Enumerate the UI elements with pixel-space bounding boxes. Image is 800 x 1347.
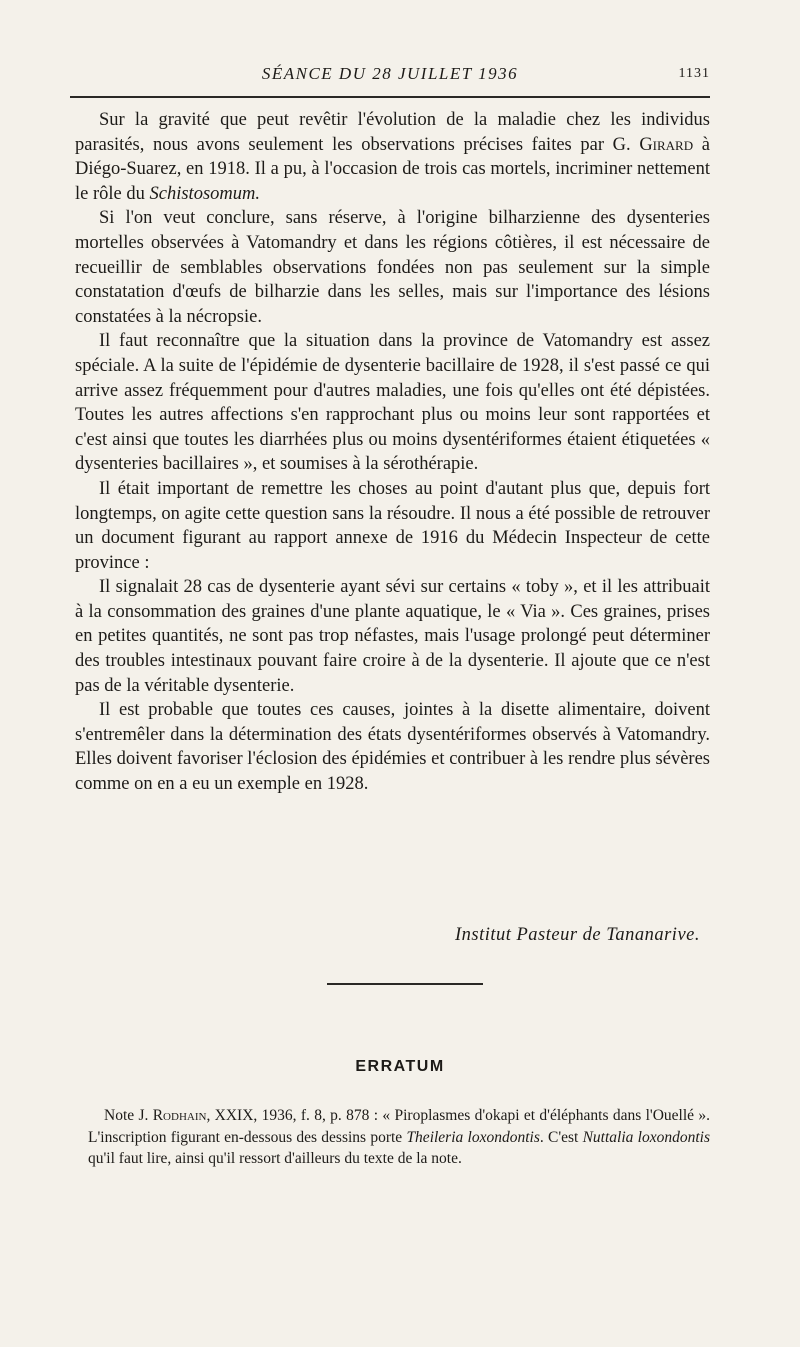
erratum-note: Note J. Rodhain, XXIX, 1936, f. 8, p. 878 : « Piroplasmes d'okapi et d'éléphants dans l'Ouellé ». L'inscription figurant en-dessous des dessins porte Theileria loxondontis. C'est Nuttalia loxondontis qu'il faut lire, ainsi qu'il ressort d'ailleurs du texte de la note. — [88, 1107, 710, 1167]
author-name-rodhain: Rodhain — [152, 1107, 207, 1124]
paragraph-5: Il signalait 28 cas de dysenterie ayant sévi sur certains « toby », et il les attribuait à la consommation des graines d'une plante aquatique, le « Via ». Ces graines, prises en petites quantités, ne sont pas trop néfastes, mais l'usage prolongé peut déterminer des troubles intestinaux pouvant faire croire à de la dysenterie. Il ajoute que ce n'est pas de la véritable dysenterie. — [75, 577, 710, 696]
correct-species-name: Nuttalia loxondontis — [582, 1128, 710, 1146]
section-divider — [327, 983, 483, 985]
wrong-species-name: Theileria loxondontis — [406, 1128, 540, 1146]
signature: Institut Pasteur de Tananarive. — [454, 925, 700, 945]
running-title: SÉANCE DU 28 JUILLET 1936 — [261, 64, 519, 83]
genus-schistosomum: Schistosomum. — [149, 183, 260, 204]
author-name-girard: Girard — [639, 134, 694, 155]
erratum-title: ERRATUM — [355, 1058, 445, 1075]
paragraph-4: Il était important de remettre les choses au point d'autant plus que, depuis fort longtemps, on agite cette question sans la résoudre. Il nous a été possible de retrouver un document figurant au rapport annexe de 1916 du Médecin Inspecteur de cette province : — [75, 478, 710, 573]
page-number: 1131 — [678, 66, 710, 81]
paragraph-2: Si l'on veut conclure, sans réserve, à l'origine bilharzienne des dysenteries mortelles observées à Vatomandry et dans les régions côtières, il est nécessaire de recueillir de semblables observations fondées non pas seulement sur la simple constatation d'œufs de bilharzie dans les selles, mais sur l'importance des lésions constatées à la nécropsie. — [75, 208, 710, 327]
article-body — [75, 108, 710, 797]
header-rule — [70, 96, 710, 98]
paragraph-6: Il est probable que toutes ces causes, jointes à la disette alimentaire, doivent s'entremêler dans la détermination des états dysentériformes observés à Vatomandry. Elles doivent favoriser l'éclosion des épidémies et contribuer à les rendre plus sévères comme on en a eu un exemple en 1928. — [75, 700, 710, 795]
paragraph-1: Sur la gravité que peut revêtir l'évolution de la maladie chez les individus parasités, nous avons seulement les observations précises faites par G. Girard à Diégo-Suarez, en 1918. Il a pu, à l'occasion de trois cas mortels, incriminer nettement le rôle du Schistosomum. — [75, 110, 710, 204]
running-head — [70, 62, 710, 88]
paragraph-3: Il faut reconnaître que la situation dans la province de Vatomandry est assez spéciale. A la suite de l'épidémie de dysenterie bacillaire de 1928, il s'est passé ce qui arrive assez fréquemment pour d'autres maladies, une fois qu'elles ont été dépistées. Toutes les autres affections s'en rapprochant plus ou moins leur sont rapportées et c'est ainsi que toutes les diarrhées plus ou moins dysentériformes étaient étiquetées « dysenteries bacillaires », et soumises à la sérothérapie. — [75, 331, 710, 475]
